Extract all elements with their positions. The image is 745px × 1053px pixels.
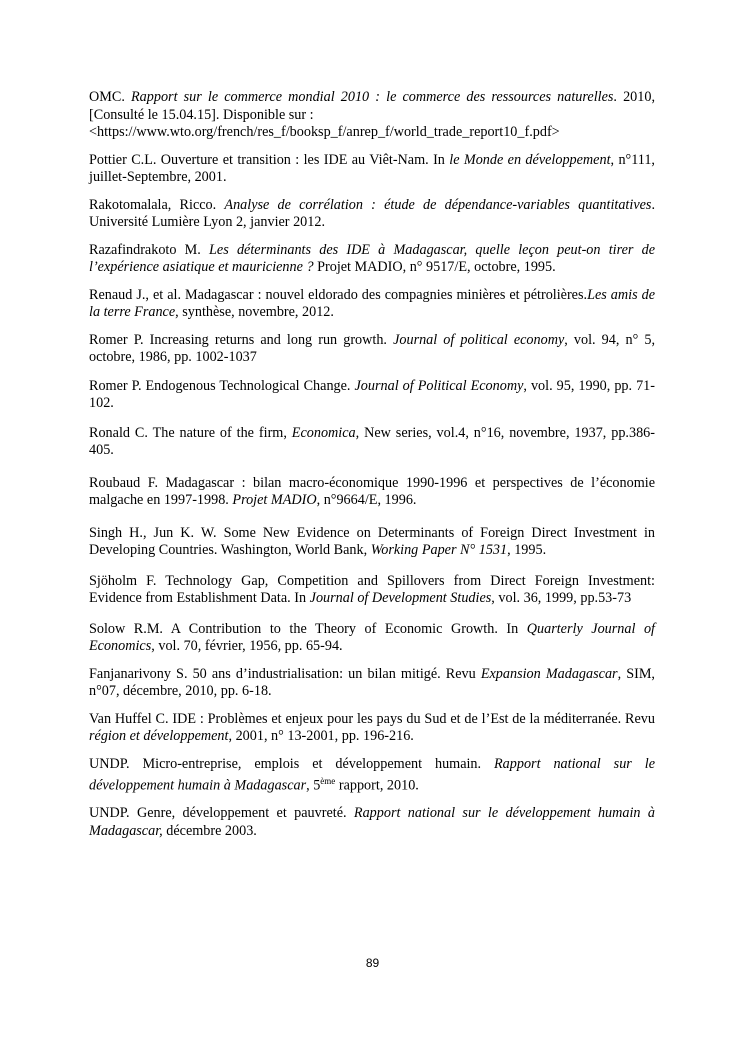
page-number: 89 [365, 956, 380, 970]
reference-entry: Renaud J., et al. Madagascar : nouvel eldorado des compagnies minières et pétrolières.Les amis de la terre France, synthèse, novembre, 2012. [89, 286, 655, 320]
reference-entry: Romer P. Endogenous Technological Change. Journal of Political Economy, vol. 95, 1990, pp. 71-102. [89, 377, 655, 411]
reference-entry: Van Huffel C. IDE : Problèmes et enjeux pour les pays du Sud et de l’Est de la méditerranée. Revu région et développement, 2001, n° 13-2001, pp. 196-216. [89, 710, 655, 744]
reference-url: <https://www.wto.org/french/res_f/booksp_f/anrep_f/world_trade_report10_f.pdf> [89, 124, 560, 140]
reference-entry: Fanjanarivony S. 50 ans d’industrialisation: un bilan mitigé. Revu Expansion Madagascar, SIM, n°07, décembre, 2010, pp. 6-18. [89, 665, 655, 699]
reference-entry: UNDP. Genre, développement et pauvreté. Rapport national sur le développement humain à Madagascar, décembre 2003. [89, 805, 655, 839]
reference-entry: Ronald C. The nature of the firm, Economica, New series, vol.4, n°16, novembre, 1937, pp.386-405. [89, 424, 655, 458]
reference-entry: UNDP. Micro-entreprise, emplois et développement humain. Rapport national sur le développement humain à Madagascar, 5ème rapport, 2010. [89, 755, 655, 794]
reference-entry: Razafindrakoto M. Les déterminants des IDE à Madagascar, quelle leçon peut-on tirer de l’expérience asiatique et mauricienne ? Projet MADIO, n° 9517/E, octobre, 1995. [89, 241, 655, 275]
bibliography [89, 89, 655, 840]
reference-entry: Rakotomalala, Ricco. Analyse de corrélation : étude de dépendance-variables quantitatives. Université Lumière Lyon 2, janvier 2012. [89, 196, 655, 230]
reference-entry: OMC. Rapport sur le commerce mondial 2010 : le commerce des ressources naturelles. 2010, [Consulté le 15.04.15]. Disponible sur : <https://www.wto.org/french/res_f/booksp_f/anrep_f/world_trade_report10_f.pdf> [89, 89, 655, 140]
reference-entry: Solow R.M. A Contribution to the Theory of Economic Growth. In Quarterly Journal of Economics, vol. 70, février, 1956, pp. 65-94. [89, 620, 655, 654]
reference-entry: Sjöholm F. Technology Gap, Competition and Spillovers from Direct Foreign Investment: Evidence from Establishment Data. In Journal of Development Studies, vol. 36, 1999, pp.53-73 [89, 572, 655, 606]
reference-entry: Roubaud F. Madagascar : bilan macro-économique 1990-1996 et perspectives de l’économie malgache en 1997-1998. Projet MADIO, n°9664/E, 1996. [89, 474, 655, 508]
reference-entry: Romer P. Increasing returns and long run growth. Journal of political economy, vol. 94, n° 5, octobre, 1986, pp. 1002-1037 [89, 331, 655, 365]
reference-entry: Pottier C.L. Ouverture et transition : les IDE au Viêt-Nam. In le Monde en développement, n°111, juillet-Septembre, 2001. [89, 151, 655, 185]
reference-entry: Singh H., Jun K. W. Some New Evidence on Determinants of Foreign Direct Investment in Developing Countries. Washington, World Bank, Working Paper N° 1531, 1995. [89, 524, 655, 558]
